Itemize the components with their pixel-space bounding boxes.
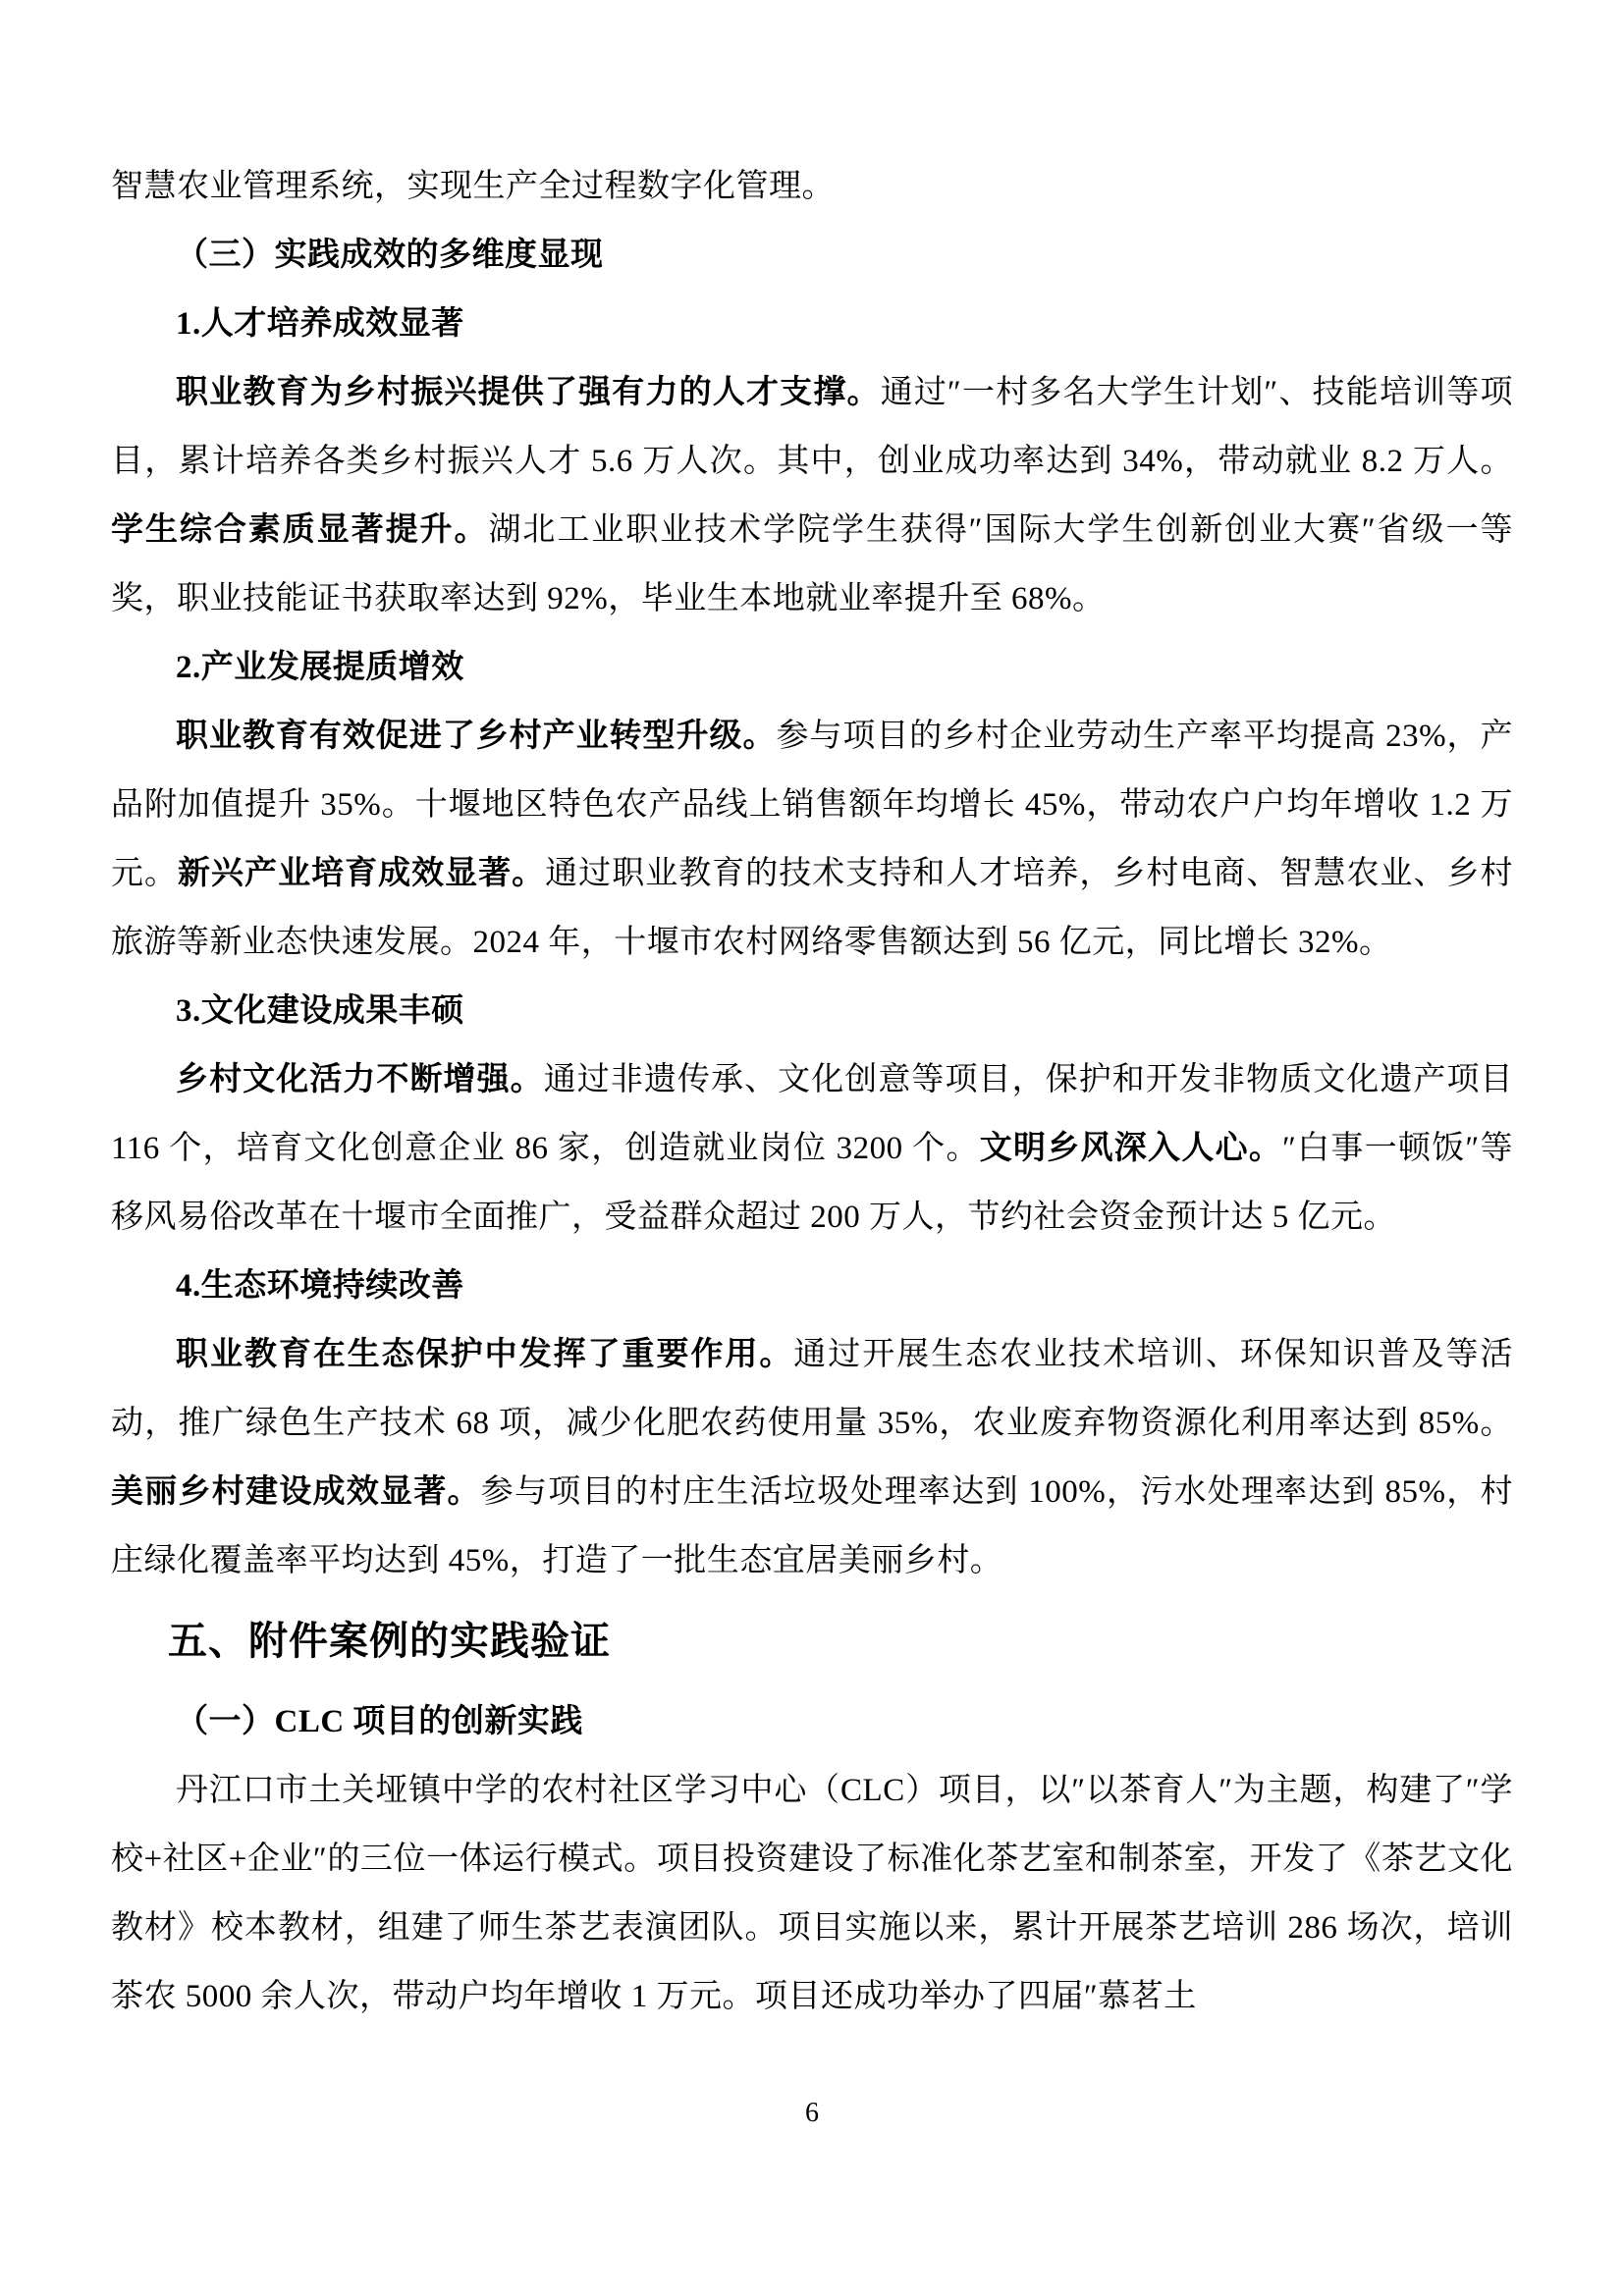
heading-numbered xyxy=(111,977,1513,1045)
heading-numbered xyxy=(111,1252,1513,1320)
text-run: 参与项目的村庄生活垃圾处理率达到 100%，污水处理率达到 85%，村庄绿化覆盖率平均达到 45%，打造了一批生态宜居美丽乡村。 xyxy=(111,1474,1514,1578)
bold-text-run: 4.生态环境持续改善 xyxy=(176,1268,464,1304)
text-run: ″白事一顿饭″等移风易俗改革在十堰市全面推广，受益群众超过 200 万人，节约社会资金预计达 5 亿元。 xyxy=(111,1131,1514,1235)
bold-text-run: 新兴产业培育成效显著。 xyxy=(178,856,546,891)
paragraph xyxy=(111,1320,1513,1595)
text-run: 湖北工业职业技术学院学生获得″国际大学生创新创业大赛″省级一等奖，职业技能证书获取率达到 92%，毕业生本地就业率提升至 68%。 xyxy=(111,512,1513,616)
bold-text-run: 五、附件案例的实践验证 xyxy=(168,1619,611,1663)
paragraph xyxy=(111,1756,1513,2031)
page-number: 6 xyxy=(805,2098,819,2128)
text-run: 通过职业教育的技术支持和人才培养，乡村电商、智慧农业、乡村旅游等新业态快速发展。2024 年，十堰市农村网络零售额达到 56 亿元，同比增长 32%。 xyxy=(111,856,1514,960)
heading-subsection xyxy=(111,1687,1513,1756)
paragraph xyxy=(111,358,1513,633)
paragraph xyxy=(111,152,1513,221)
paragraph xyxy=(111,1045,1513,1252)
text-run: 通过开展生态农业技术培训、环保知识普及等活动，推广绿色生产技术 68 项，减少化肥农药使用量 35%，农业废弃物资源化利用率达到 85%。 xyxy=(111,1337,1514,1441)
heading-numbered xyxy=(111,290,1513,358)
heading-subsection xyxy=(111,221,1513,290)
bold-text-run: 美丽乡村建设成效显著。 xyxy=(111,1474,481,1510)
text-run: 通过非遗传承、文化创意等项目，保护和开发非物质文化遗产项目 116 个，培育文化创意企业 86 家，创造就业岗位 3200 个。 xyxy=(111,1062,1514,1166)
bold-text-run: 3.文化建设成果丰硕 xyxy=(176,993,464,1029)
paragraph xyxy=(111,702,1513,977)
bold-text-run: 乡村文化活力不断增强。 xyxy=(176,1062,544,1097)
bold-text-run: 学生综合素质显著提升。 xyxy=(111,512,489,548)
bold-text-run: 2.产业发展提质增效 xyxy=(176,650,464,685)
bold-text-run: 职业教育在生态保护中发挥了重要作用。 xyxy=(176,1337,794,1372)
heading-section xyxy=(111,1603,1513,1680)
heading-numbered xyxy=(111,633,1513,702)
text-run: 参与项目的乡村企业劳动生产率平均提高 23%，产品附加值提升 35%。十堰地区特色农产品线上销售额年均增长 45%，带动农户户均年增收 1.2 万元。 xyxy=(111,719,1514,891)
text-run: 丹江口市土关垭镇中学的农村社区学习中心（CLC）项目，以″以茶育人″为主题，构建了″学校+社区+企业″的三位一体运行模式。项目投资建设了标准化茶艺室和制茶室，开发了《茶艺文化教材》校本教材，组建了师生茶艺表演团队。项目实施以来，累计开展茶艺培训 286 场次，培训茶农 5000 余人次，带动户均年增收 1 万元。项目还成功举办了四届″慕茗土 xyxy=(111,1773,1513,2014)
document-body xyxy=(111,152,1513,2031)
bold-text-run: 职业教育有效促进了乡村产业转型升级。 xyxy=(176,719,777,754)
text-run: 智慧农业管理系统，实现生产全过程数字化管理。 xyxy=(111,169,835,204)
bold-text-run: 文明乡风深入人心。 xyxy=(979,1131,1283,1166)
bold-text-run: （三）实践成效的多维度显现 xyxy=(176,238,604,273)
bold-text-run: 职业教育为乡村振兴提供了强有力的人才支撑。 xyxy=(176,375,881,410)
bold-text-run: 1.人才培养成效显著 xyxy=(176,306,464,342)
bold-text-run: （一）CLC 项目的创新实践 xyxy=(176,1704,583,1739)
text-run: 通过″一村多名大学生计划″、技能培训等项目，累计培养各类乡村振兴人才 5.6 万人次。其中，创业成功率达到 34%，带动就业 8.2 万人。 xyxy=(111,375,1514,479)
